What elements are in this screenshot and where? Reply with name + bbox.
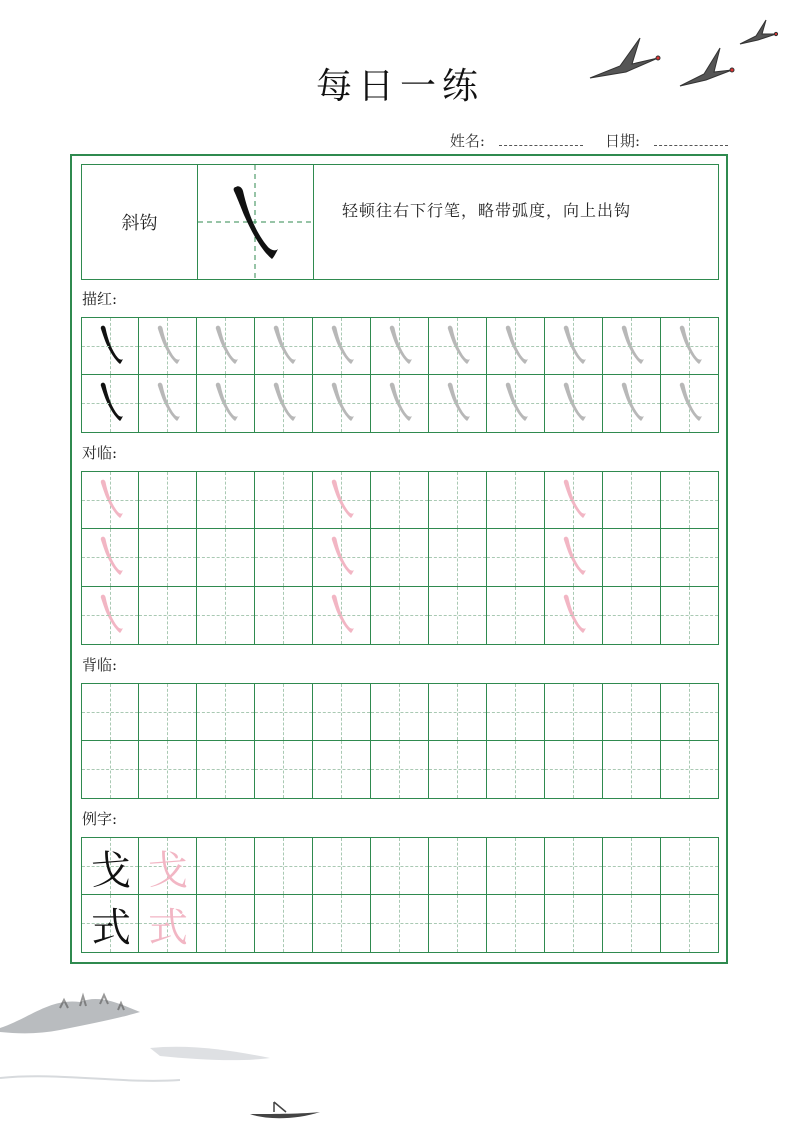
xie-gou-stroke-icon: [371, 375, 429, 433]
xie-gou-stroke-icon: [82, 472, 140, 530]
practice-cell[interactable]: [81, 587, 139, 645]
practice-cell[interactable]: [139, 837, 197, 895]
practice-cell[interactable]: [255, 837, 313, 895]
practice-cell[interactable]: [429, 317, 487, 375]
practice-cell[interactable]: [661, 683, 719, 741]
practice-cell[interactable]: [255, 683, 313, 741]
practice-cell[interactable]: [371, 529, 429, 587]
practice-cell[interactable]: [487, 317, 545, 375]
practice-cell[interactable]: [603, 741, 661, 799]
practice-cell[interactable]: [197, 317, 255, 375]
practice-cell[interactable]: [197, 741, 255, 799]
practice-cell[interactable]: [545, 587, 603, 645]
practice-cell[interactable]: [487, 471, 545, 529]
trace-label: 描红:: [82, 290, 118, 308]
practice-cell[interactable]: [81, 895, 139, 953]
practice-cell[interactable]: [255, 471, 313, 529]
practice-cell[interactable]: [197, 683, 255, 741]
practice-cell[interactable]: [661, 317, 719, 375]
practice-cell[interactable]: [197, 375, 255, 433]
xie-gou-stroke-icon: [603, 375, 661, 433]
practice-cell[interactable]: [603, 837, 661, 895]
xie-gou-stroke-icon: [82, 375, 140, 433]
practice-cell[interactable]: [197, 587, 255, 645]
practice-cell[interactable]: [313, 895, 371, 953]
practice-cell[interactable]: [255, 895, 313, 953]
practice-cell[interactable]: [197, 471, 255, 529]
practice-cell[interactable]: [603, 317, 661, 375]
practice-cell[interactable]: [197, 895, 255, 953]
practice-cell[interactable]: [603, 895, 661, 953]
xie-gou-stroke-icon: [487, 375, 545, 433]
practice-cell[interactable]: [371, 895, 429, 953]
xie-gou-stroke-icon: [82, 587, 140, 645]
xie-gou-stroke-icon: [487, 318, 545, 376]
practice-cell[interactable]: [371, 317, 429, 375]
xie-gou-stroke-icon: [545, 587, 603, 645]
practice-cell[interactable]: [603, 683, 661, 741]
name-field[interactable]: [499, 135, 583, 146]
practice-cell[interactable]: [371, 375, 429, 433]
xie-gou-stroke-icon: [545, 375, 603, 433]
practice-cell[interactable]: [81, 529, 139, 587]
example-char-trace: 戈: [148, 847, 188, 894]
practice-cell[interactable]: [139, 471, 197, 529]
practice-cell[interactable]: [313, 587, 371, 645]
practice-cell[interactable]: [545, 471, 603, 529]
grid-row: [81, 317, 719, 375]
practice-cell[interactable]: [661, 837, 719, 895]
grid-row: [81, 375, 719, 433]
xie-gou-stroke-icon: [545, 472, 603, 530]
practice-cell[interactable]: [139, 683, 197, 741]
practice-cell[interactable]: [545, 317, 603, 375]
practice-cell[interactable]: [313, 683, 371, 741]
stroke-description: 轻顿往右下行笔，略带弧度，向上出钩: [342, 201, 632, 220]
copy-grid: [81, 471, 719, 645]
practice-cell[interactable]: [255, 529, 313, 587]
practice-cell[interactable]: [429, 375, 487, 433]
stroke-header: [81, 164, 719, 280]
trace-grid: [81, 317, 719, 433]
xie-gou-stroke-icon: [313, 375, 371, 433]
xie-gou-stroke-icon: [429, 318, 487, 376]
practice-cell[interactable]: [371, 837, 429, 895]
xie-gou-stroke-icon: [313, 318, 371, 376]
xie-gou-stroke-icon: [82, 318, 140, 376]
grid-row: [81, 837, 719, 895]
practice-cell[interactable]: [313, 837, 371, 895]
xie-gou-stroke-icon: [313, 587, 371, 645]
practice-cell[interactable]: [371, 471, 429, 529]
xie-gou-stroke-icon: [545, 318, 603, 376]
grid-row: [81, 529, 719, 587]
example-char: 式: [91, 904, 131, 951]
practice-cell[interactable]: [429, 529, 487, 587]
practice-cell[interactable]: [661, 587, 719, 645]
xie-gou-stroke-icon: [661, 375, 719, 433]
practice-cell[interactable]: [371, 587, 429, 645]
xie-gou-stroke-icon: [197, 375, 255, 433]
practice-cell[interactable]: [661, 375, 719, 433]
grid-row: [81, 895, 719, 953]
practice-cell[interactable]: [255, 587, 313, 645]
boat-icon: [246, 1098, 326, 1124]
example-char: 戈: [91, 847, 131, 894]
grid-row: [81, 471, 719, 529]
stroke-name: 斜钩: [82, 165, 198, 279]
practice-cell[interactable]: [545, 837, 603, 895]
practice-cell[interactable]: [139, 529, 197, 587]
grid-row: [81, 587, 719, 645]
practice-cell[interactable]: [545, 683, 603, 741]
practice-cell[interactable]: [603, 471, 661, 529]
xie-gou-stroke-icon: [197, 318, 255, 376]
practice-cell[interactable]: [81, 471, 139, 529]
recall-grid: [81, 683, 719, 799]
practice-cell[interactable]: [603, 587, 661, 645]
practice-cell[interactable]: [545, 741, 603, 799]
practice-cell[interactable]: [661, 741, 719, 799]
practice-cell[interactable]: [313, 529, 371, 587]
date-field[interactable]: [654, 135, 728, 146]
practice-cell[interactable]: [81, 837, 139, 895]
practice-cell[interactable]: [139, 895, 197, 953]
practice-cell[interactable]: [81, 375, 139, 433]
practice-cell[interactable]: [661, 471, 719, 529]
practice-cell[interactable]: [487, 587, 545, 645]
example-grid: [81, 837, 719, 953]
xie-gou-stroke-icon: [234, 186, 278, 259]
practice-cell[interactable]: [603, 375, 661, 433]
name-label: 姓名:: [449, 132, 485, 150]
practice-cell[interactable]: [661, 895, 719, 953]
practice-cell[interactable]: [371, 683, 429, 741]
practice-cell[interactable]: [255, 741, 313, 799]
xie-gou-stroke-icon: [661, 318, 719, 376]
practice-cell[interactable]: [545, 895, 603, 953]
example-char-trace: 式: [148, 904, 188, 951]
date-label: 日期:: [604, 132, 640, 150]
practice-cell[interactable]: [81, 741, 139, 799]
practice-cell[interactable]: [429, 837, 487, 895]
practice-cell[interactable]: [429, 471, 487, 529]
practice-cell[interactable]: [371, 741, 429, 799]
example-label: 例字:: [82, 810, 118, 828]
practice-cell[interactable]: [429, 895, 487, 953]
practice-cell[interactable]: [139, 375, 197, 433]
practice-cell[interactable]: [429, 741, 487, 799]
practice-cell[interactable]: [197, 837, 255, 895]
stroke-demo-cell: [198, 165, 314, 279]
practice-cell[interactable]: [313, 317, 371, 375]
practice-cell[interactable]: [661, 529, 719, 587]
copy-label: 对临:: [82, 444, 118, 462]
practice-cell[interactable]: [313, 375, 371, 433]
xie-gou-stroke-icon: [82, 529, 140, 587]
meta-fields: [450, 130, 728, 151]
practice-cell[interactable]: [487, 529, 545, 587]
grid-row: [81, 741, 719, 799]
practice-cell[interactable]: [545, 375, 603, 433]
practice-cell[interactable]: [139, 741, 197, 799]
practice-cell[interactable]: [139, 317, 197, 375]
xie-gou-stroke-icon: [313, 529, 371, 587]
practice-cell[interactable]: [197, 529, 255, 587]
xie-gou-stroke-icon: [313, 472, 371, 530]
page-title: 每日一练: [315, 66, 484, 107]
practice-cell[interactable]: [487, 895, 545, 953]
practice-cell[interactable]: [313, 741, 371, 799]
practice-cell[interactable]: [429, 587, 487, 645]
practice-cell[interactable]: [81, 683, 139, 741]
practice-cell[interactable]: [429, 683, 487, 741]
xie-gou-stroke-icon: [139, 318, 197, 376]
practice-cell[interactable]: [487, 837, 545, 895]
xie-gou-stroke-icon: [429, 375, 487, 433]
practice-cell[interactable]: [139, 587, 197, 645]
xie-gou-stroke-icon: [545, 529, 603, 587]
practice-cell[interactable]: [255, 317, 313, 375]
practice-cell[interactable]: [255, 375, 313, 433]
practice-cell[interactable]: [487, 375, 545, 433]
practice-cell[interactable]: [545, 529, 603, 587]
xie-gou-stroke-icon: [255, 318, 313, 376]
practice-cell[interactable]: [603, 529, 661, 587]
recall-label: 背临:: [82, 656, 118, 674]
xie-gou-stroke-icon: [139, 375, 197, 433]
practice-cell[interactable]: [313, 471, 371, 529]
xie-gou-stroke-icon: [371, 318, 429, 376]
practice-cell[interactable]: [487, 683, 545, 741]
xie-gou-stroke-icon: [255, 375, 313, 433]
grid-row: [81, 683, 719, 741]
xie-gou-stroke-icon: [603, 318, 661, 376]
practice-cell[interactable]: [487, 741, 545, 799]
practice-cell[interactable]: [81, 317, 139, 375]
